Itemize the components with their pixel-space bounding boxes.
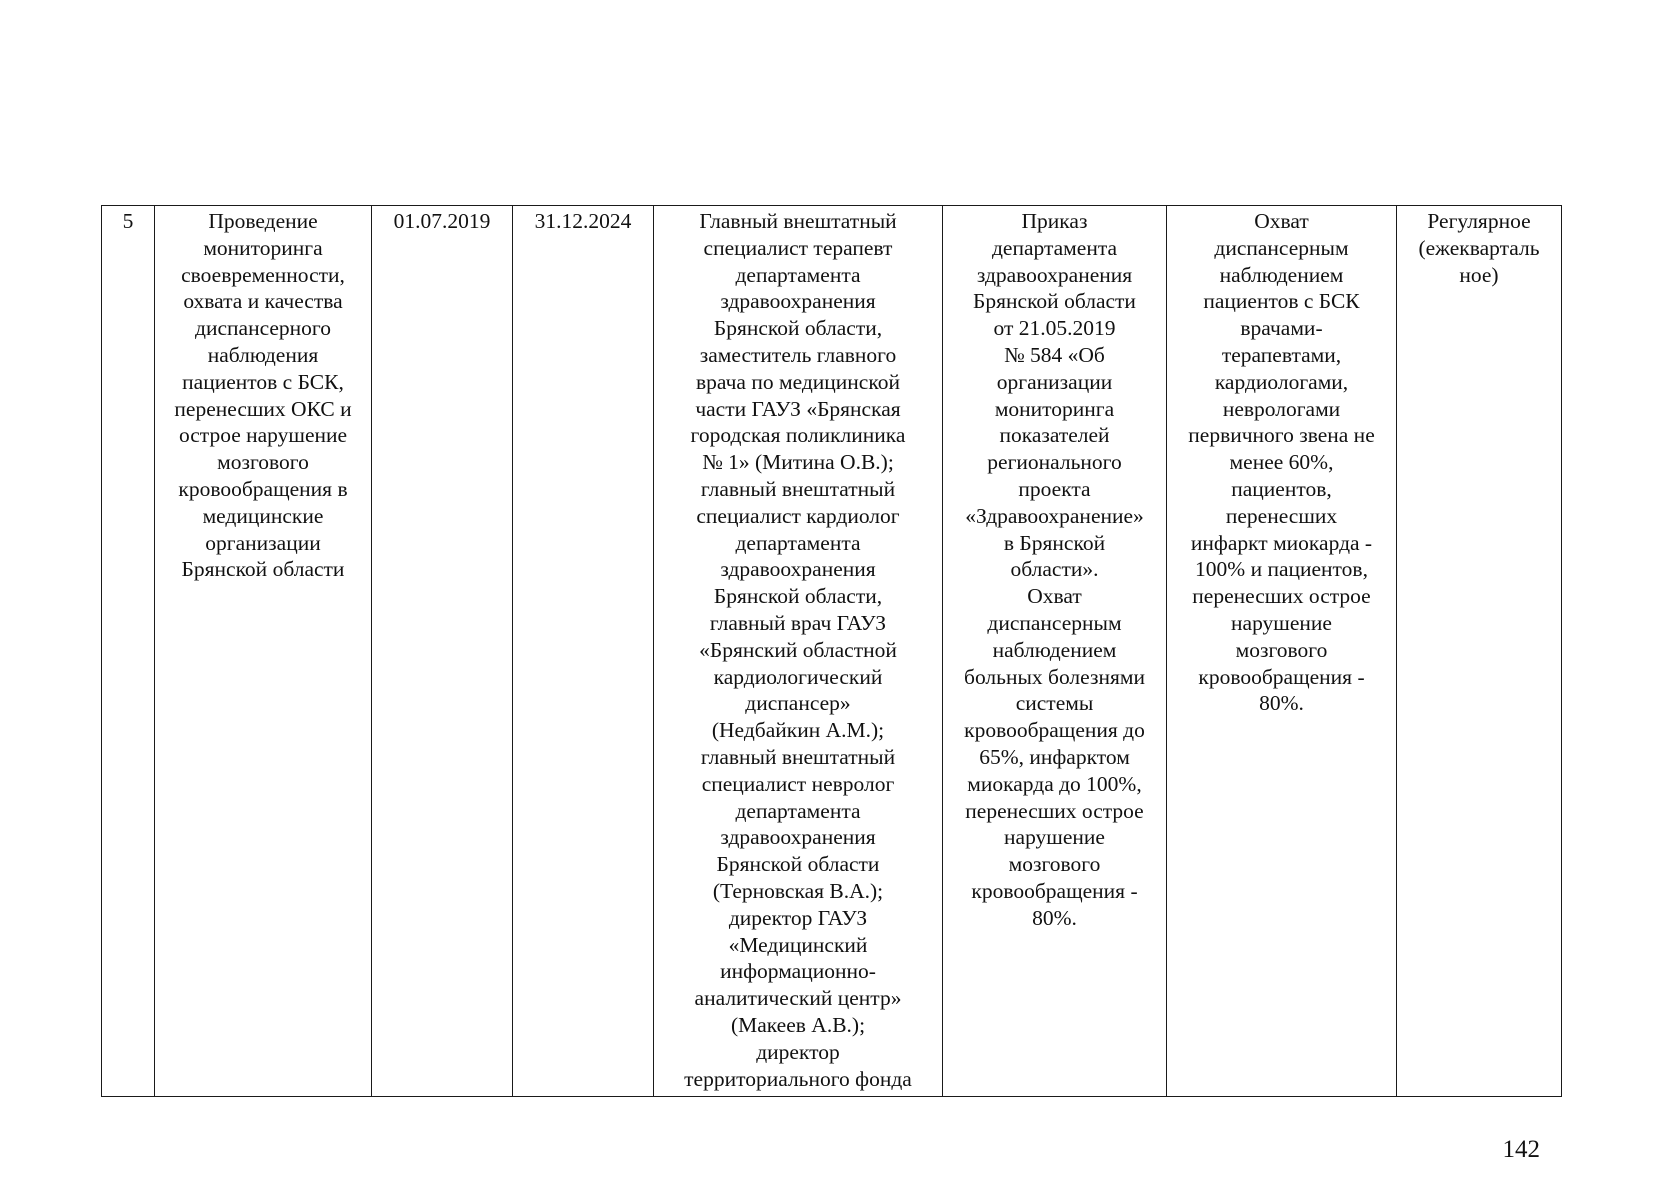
- event-cell: Проведение мониторинга своевременности, охвата и качества диспансерного наблюдения пациентов с БСК, перенесших ОКС и острое нарушение мозгового кровообращения в медицинские организации Брянской области: [155, 206, 372, 1097]
- end-date-cell: 31.12.2024: [513, 206, 654, 1097]
- page-number: 142: [1502, 1136, 1540, 1163]
- start-date-cell: 01.07.2019: [372, 206, 513, 1097]
- activity-table: [101, 205, 1562, 1097]
- indicator-cell: Охват диспансерным наблюдением пациентов с БСК врачами- терапевтами, кардиологами, неврологами первичного звена не менее 60%, пациентов, перенесших инфаркт миокарда - 100% и пациентов, перенесших острое нарушение мозгового кровообращения - 80%.: [1167, 206, 1397, 1097]
- row-number-cell: 5: [102, 206, 155, 1097]
- responsible-cell: Главный внештатный специалист терапевт департамента здравоохранения Брянской области, заместитель главного врача по медицинской части ГАУЗ «Брянская городская поликлиника № 1» (Митина О.В.); главный внештатный специалист кардиолог департамента здравоохранения Брянской области, главный врач ГАУЗ «Брянский областной кардиологический диспансер» (Недбайкин А.М.); главный внештатный специалист невролог департамента здравоохранения Брянской области (Терновская В.А.); директор ГАУЗ «Медицинский информационно- аналитический центр» (Макеев А.В.); директор территориального фонда: [654, 206, 943, 1097]
- table-row: [102, 206, 1562, 1097]
- result-cell: Приказ департамента здравоохранения Брянской области от 21.05.2019 № 584 «Об организации мониторинга показателей регионального проекта «Здравоохранение» в Брянской области». Охват диспансерным наблюдением больных болезнями системы кровообращения до 65%, инфарктом миокарда до 100%, перенесших острое нарушение мозгового кровообращения - 80%.: [943, 206, 1167, 1097]
- frequency-cell: Регулярное (ежекварталь ное): [1397, 206, 1562, 1097]
